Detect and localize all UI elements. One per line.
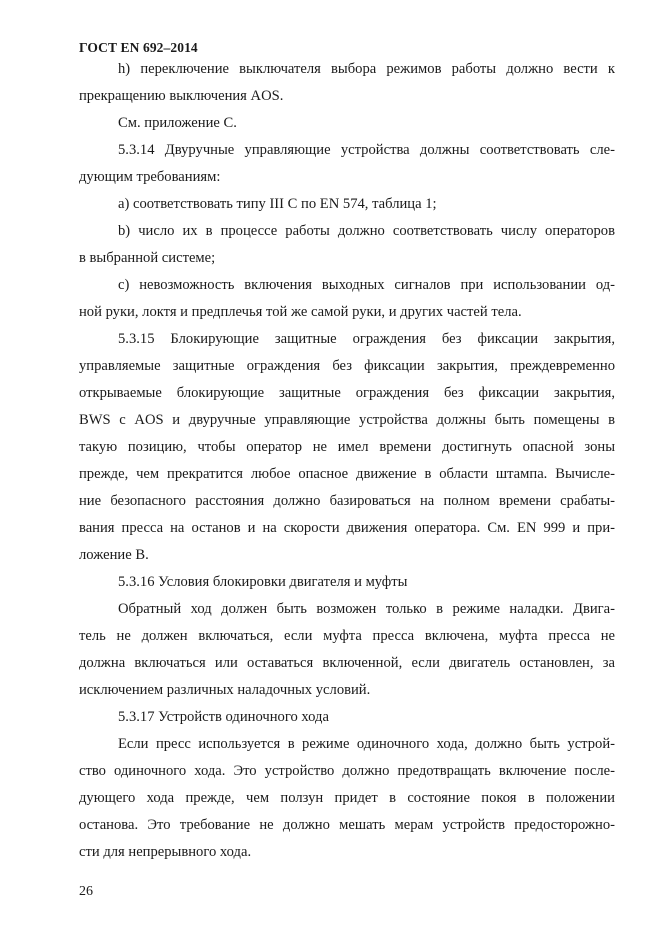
text-line: сти для непрерывного хода. (79, 844, 252, 860)
text-line: вания пресса на останов и на скорости движения оператора. См. EN 999 и при- (79, 520, 615, 536)
text-line: прежде, чем прекратится любое опасное движение в области штампа. Вычисле- (79, 466, 615, 482)
text-line: ной руки, локтя и предплечья той же самой руки, и других частей тела. (79, 304, 522, 320)
text-line: прекращению выключения AOS. (79, 88, 284, 104)
text-line: h) переключение выключателя выбора режимов работы должно вести к (118, 61, 615, 77)
text-line: Если пресс используется в режиме одиночного хода, должно быть устрой- (118, 736, 615, 752)
text-line: См. приложение С. (118, 115, 237, 131)
text-line: открываемые блокирующие защитные ограждения без фиксации закрытия, (79, 385, 615, 401)
text-line: должна включаться или оставаться включенной, если двигатель остановлен, за (79, 655, 615, 671)
text-line: Обратный ход должен быть возможен только в режиме наладки. Двига- (118, 601, 615, 617)
section-5-3-16-heading: 5.3.16 Условия блокировки двигателя и муфты (118, 574, 408, 590)
text-line: такую позицию, чтобы оператор не имел времени достигнуть опасной зоны (79, 439, 615, 455)
text-line: тель не должен включаться, если муфта пресса включена, муфта пресса не (79, 628, 615, 644)
page-number: 26 (79, 884, 93, 899)
text-line: останова. Это требование не должно мешать мерам устройств предосторожно- (79, 817, 615, 833)
section-5-3-15-line: 5.3.15 Блокирующие защитные ограждения без фиксации закрытия, (118, 331, 615, 347)
text-line: дующего хода прежде, чем ползун придет в состояние покоя в положении (79, 790, 615, 806)
text-line: ние безопасного расстояния должно базироваться на полном времени срабаты- (79, 493, 615, 509)
text-line: BWS с AOS и двуручные управляющие устройства должны быть помещены в (79, 412, 615, 428)
section-5-3-14-line: 5.3.14 Двуручные управляющие устройства должны соответствовать сле- (118, 142, 615, 158)
text-line: дующим требованиям: (79, 169, 221, 185)
document-body (79, 56, 615, 866)
text-line: ложение В. (79, 547, 149, 563)
text-line: исключением различных наладочных условий. (79, 682, 371, 698)
text-line: управляемые защитные ограждения без фиксации закрытия, преждевременно (79, 358, 615, 374)
text-line: в выбранной системе; (79, 250, 216, 266)
document-header: ГОСТ EN 692–2014 (79, 40, 198, 55)
section-5-3-17-heading: 5.3.17 Устройств одиночного хода (118, 709, 329, 725)
list-item-c: с) невозможность включения выходных сигналов при использовании од- (118, 277, 615, 293)
list-item-b: b) число их в процессе работы должно соответствовать числу операторов (118, 223, 615, 239)
text-line: ство одиночного хода. Это устройство должно предотвращать включение после- (79, 763, 615, 779)
list-item-a: а) соответствовать типу III С по EN 574, таблица 1; (118, 196, 437, 212)
